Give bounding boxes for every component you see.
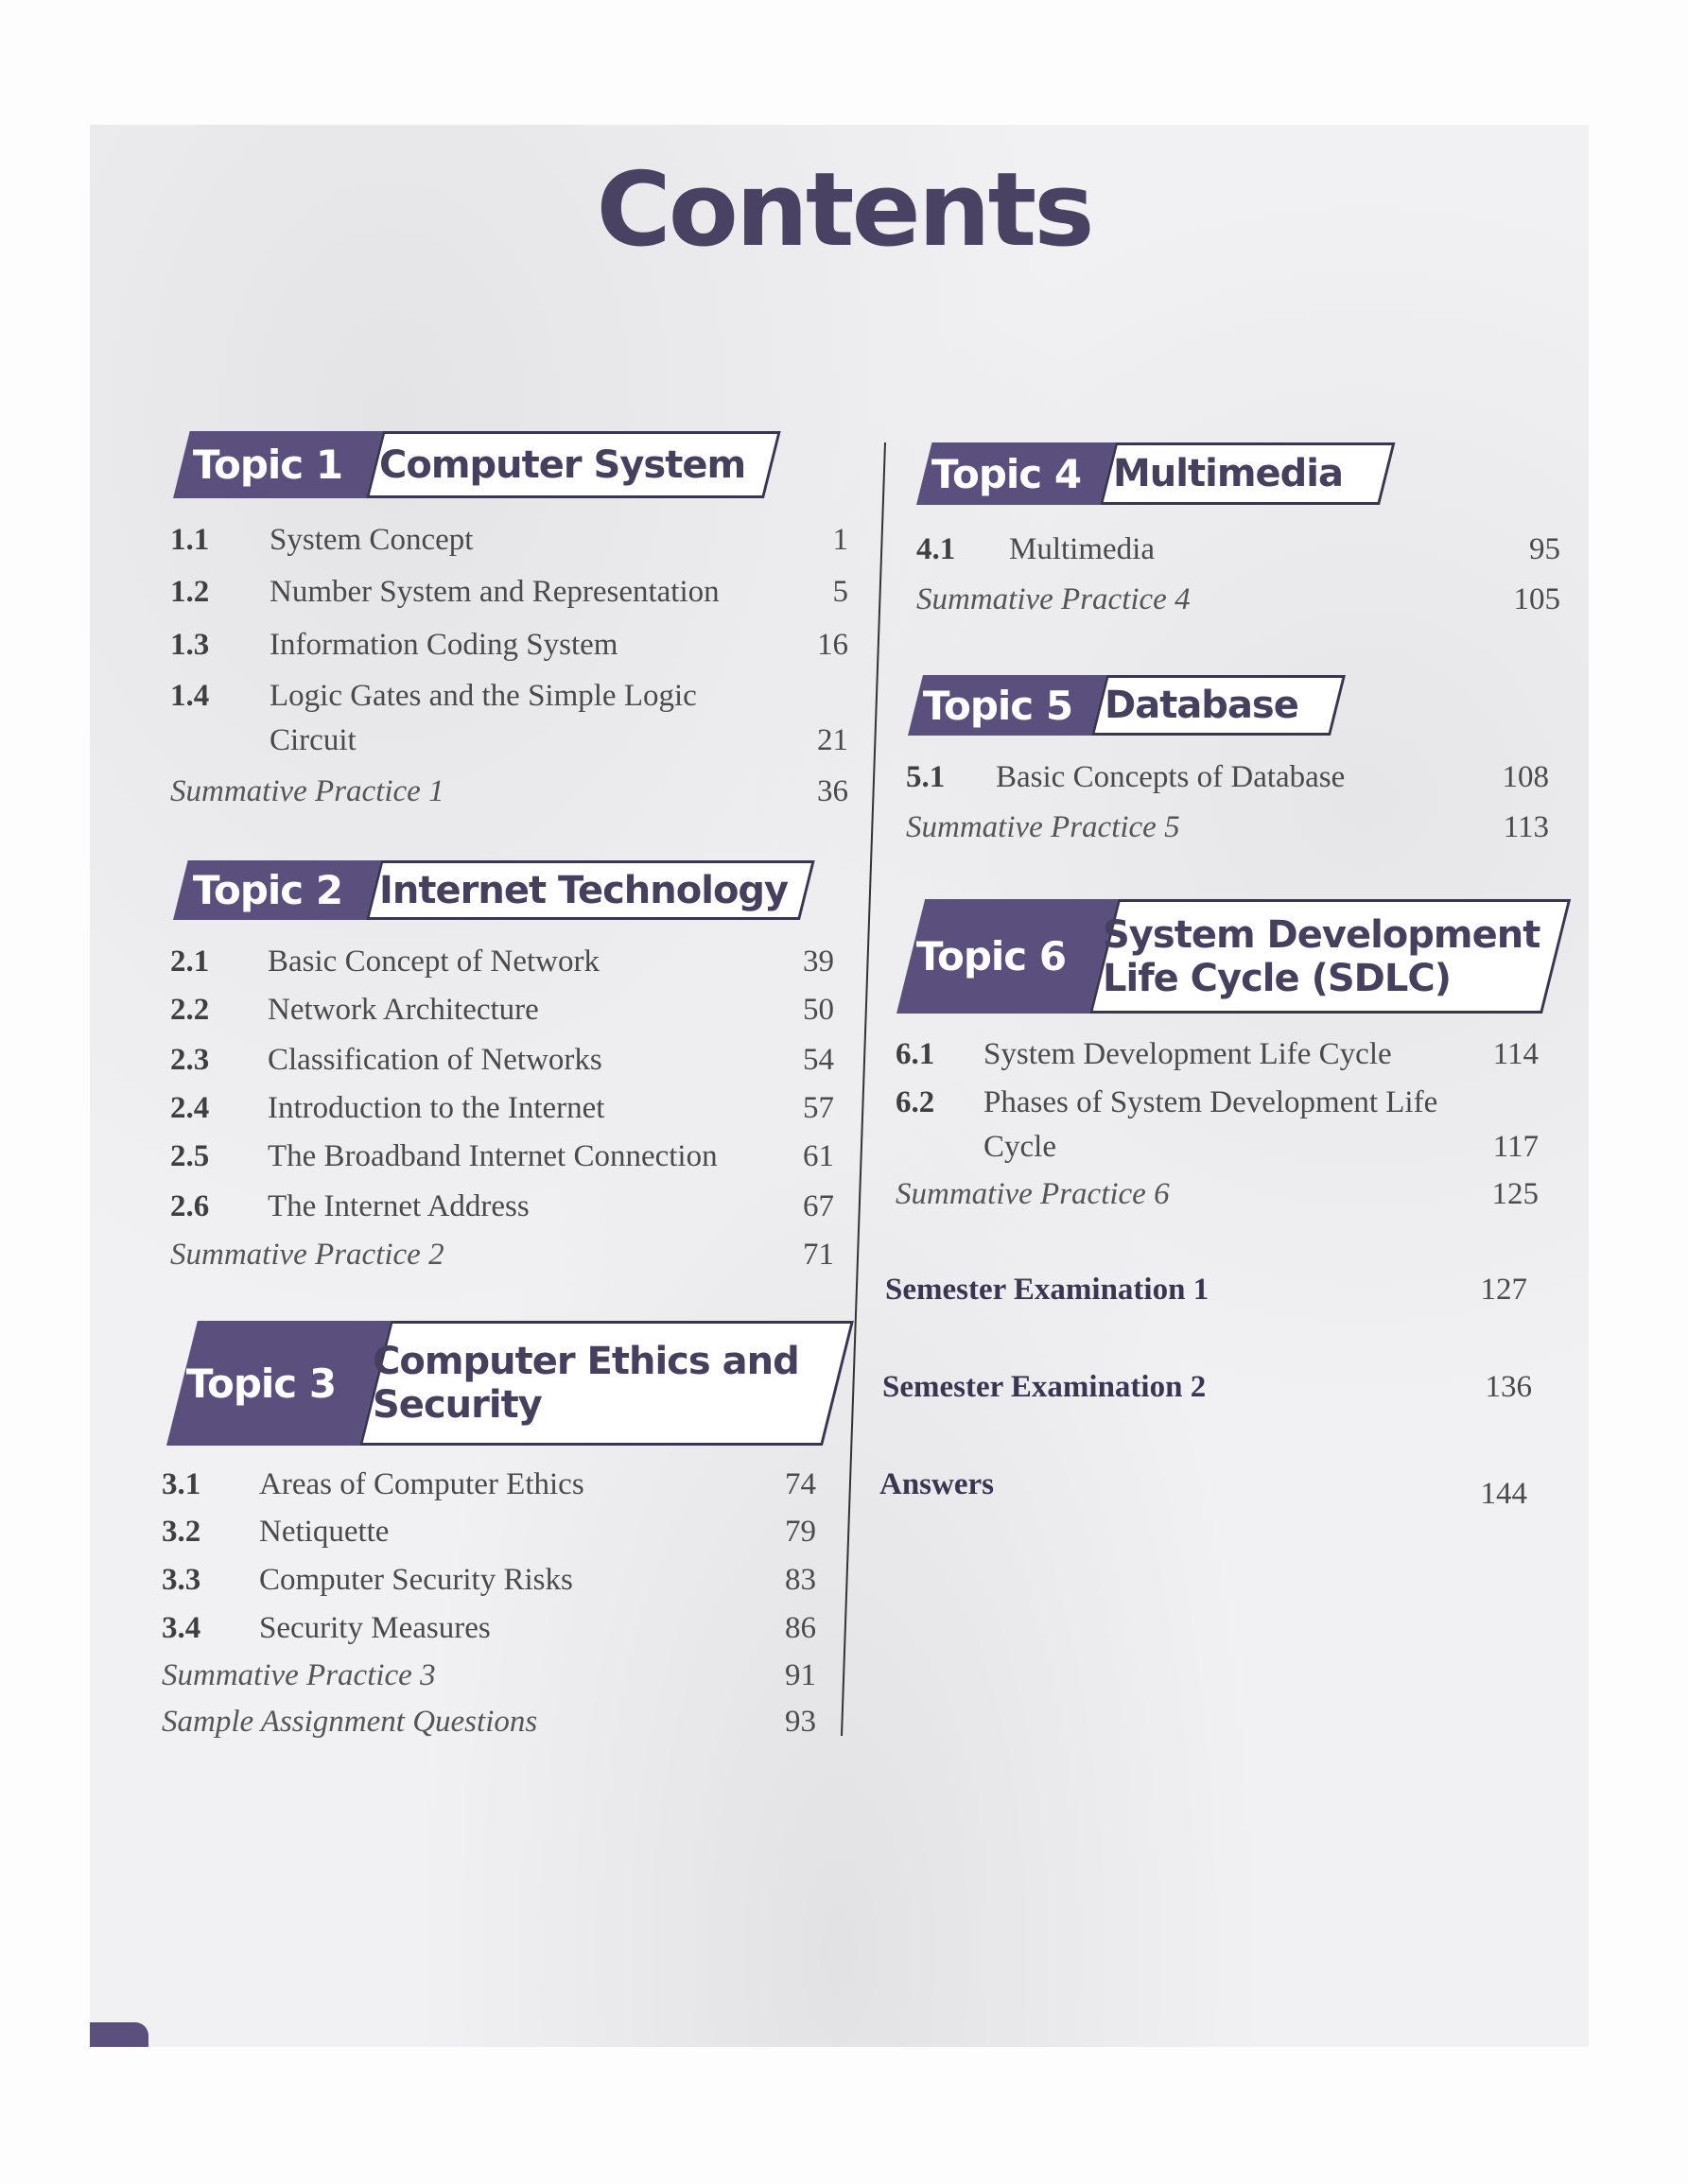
item-number: 3.4 bbox=[162, 1611, 201, 1645]
topic-name-text bbox=[373, 1340, 799, 1427]
topic-label: Topic 6 bbox=[915, 933, 1067, 979]
extra-title: Semester Examination 1 bbox=[885, 1273, 1209, 1307]
item-title: Summative Practice 4 bbox=[916, 582, 1191, 616]
topic-name-text bbox=[1103, 913, 1540, 1000]
topic-label: Topic 5 bbox=[922, 682, 1073, 729]
topic-name-text bbox=[1105, 684, 1298, 727]
item-number: 2.2 bbox=[170, 993, 210, 1027]
item-title: Number System and Representation bbox=[270, 575, 720, 609]
item-title: Summative Practice 5 bbox=[906, 810, 1180, 844]
item-page: 5 bbox=[832, 575, 848, 609]
item-page: 108 bbox=[1502, 760, 1549, 794]
topic-banner bbox=[173, 860, 800, 920]
topic-name-line: Database bbox=[1105, 684, 1298, 727]
item-page: 125 bbox=[1491, 1177, 1539, 1211]
item-page: 61 bbox=[803, 1139, 834, 1173]
item-title: Classification of Networks bbox=[268, 1043, 602, 1077]
item-page: 105 bbox=[1513, 582, 1560, 616]
item-title: Information Coding System bbox=[270, 628, 618, 662]
topic-label: Topic 2 bbox=[192, 867, 343, 913]
item-title-cont: Cycle bbox=[983, 1130, 1056, 1164]
item-title: The Broadband Internet Connection bbox=[268, 1139, 718, 1173]
item-number: 2.5 bbox=[170, 1139, 210, 1173]
item-number: 4.1 bbox=[916, 532, 956, 566]
item-title: Network Architecture bbox=[268, 993, 539, 1027]
item-title: Summative Practice 6 bbox=[896, 1177, 1170, 1211]
item-title: Logic Gates and the Simple Logic bbox=[270, 679, 697, 713]
item-number: 1.2 bbox=[170, 575, 210, 609]
item-title: Phases of System Development Life bbox=[983, 1085, 1438, 1119]
item-page: 71 bbox=[803, 1238, 834, 1272]
item-title: Sample Assignment Questions bbox=[162, 1705, 538, 1739]
topic-name-text bbox=[379, 869, 788, 912]
topic-name bbox=[1091, 675, 1331, 736]
item-number: 3.3 bbox=[162, 1563, 201, 1597]
extra-title: Answers bbox=[879, 1467, 994, 1501]
item-number: 6.2 bbox=[896, 1085, 935, 1119]
topic-name bbox=[359, 1321, 823, 1446]
item-page: 114 bbox=[1492, 1037, 1539, 1071]
item-page: 93 bbox=[785, 1705, 816, 1739]
extra-title: Semester Examination 2 bbox=[882, 1370, 1207, 1404]
item-page: 39 bbox=[803, 945, 834, 979]
extra-page: 144 bbox=[1480, 1477, 1527, 1511]
item-page: 74 bbox=[785, 1467, 816, 1501]
item-title: Introduction to the Internet bbox=[268, 1091, 605, 1125]
item-title: Multimedia bbox=[1009, 532, 1155, 566]
item-title-cont: Circuit bbox=[270, 723, 357, 757]
item-page: 117 bbox=[1492, 1130, 1539, 1164]
item-page: 54 bbox=[803, 1043, 834, 1077]
page-title: Contents bbox=[596, 151, 1092, 269]
topic-banner bbox=[896, 899, 1542, 1014]
item-page: 50 bbox=[803, 993, 834, 1027]
item-page: 83 bbox=[785, 1563, 816, 1597]
item-number: 1.3 bbox=[170, 628, 210, 662]
topic-label: Topic 3 bbox=[185, 1360, 337, 1407]
item-page: 67 bbox=[803, 1189, 834, 1223]
extra-page: 127 bbox=[1480, 1273, 1527, 1307]
topic-name-line: Life Cycle (SDLC) bbox=[1103, 956, 1451, 1000]
item-number: 1.4 bbox=[170, 679, 210, 713]
item-page: 57 bbox=[803, 1091, 834, 1125]
topic-name bbox=[366, 431, 764, 498]
item-number: 2.6 bbox=[170, 1189, 210, 1223]
item-page: 95 bbox=[1529, 532, 1560, 566]
topic-name bbox=[1100, 442, 1380, 505]
topic-label: Topic 1 bbox=[192, 442, 343, 488]
item-title: Security Measures bbox=[259, 1611, 491, 1645]
topic-name-line: Computer Ethics and bbox=[373, 1340, 799, 1383]
item-page: 79 bbox=[785, 1515, 816, 1549]
topic-name-line: Security bbox=[373, 1383, 542, 1427]
item-page: 1 bbox=[832, 523, 848, 557]
topic-name-line: Internet Technology bbox=[379, 868, 789, 912]
topic-name-line: Multimedia bbox=[1113, 452, 1343, 495]
item-title: Summative Practice 3 bbox=[162, 1658, 436, 1692]
item-title: Basic Concepts of Database bbox=[996, 760, 1346, 794]
item-page: 113 bbox=[1503, 810, 1549, 844]
topic-label: Topic 4 bbox=[931, 450, 1082, 497]
item-page: 21 bbox=[817, 723, 848, 757]
topic-banner bbox=[908, 675, 1331, 736]
item-title: Summative Practice 1 bbox=[170, 774, 444, 808]
item-title: The Internet Address bbox=[268, 1189, 530, 1223]
topic-banner bbox=[916, 442, 1380, 505]
item-number: 2.4 bbox=[170, 1091, 210, 1125]
page-corner-tab bbox=[90, 2022, 148, 2047]
topic-banner bbox=[173, 431, 764, 498]
item-page: 91 bbox=[785, 1658, 816, 1692]
extra-page: 136 bbox=[1485, 1370, 1532, 1404]
topic-name-text bbox=[1113, 452, 1343, 495]
item-number: 3.1 bbox=[162, 1467, 201, 1501]
topic-name-text bbox=[379, 443, 745, 487]
item-title: System Development Life Cycle bbox=[983, 1037, 1392, 1071]
item-number: 2.1 bbox=[170, 945, 210, 979]
topic-name bbox=[366, 860, 800, 920]
item-title: Areas of Computer Ethics bbox=[259, 1467, 584, 1501]
topic-banner bbox=[166, 1321, 823, 1446]
topic-name bbox=[1089, 899, 1542, 1014]
topic-name-line: System Development bbox=[1103, 912, 1540, 957]
item-title: System Concept bbox=[270, 523, 474, 557]
item-title: Computer Security Risks bbox=[259, 1563, 573, 1597]
topic-name-line: Computer System bbox=[379, 442, 746, 487]
item-number: 1.1 bbox=[170, 523, 210, 557]
item-page: 16 bbox=[817, 628, 848, 662]
item-page: 86 bbox=[785, 1611, 816, 1645]
item-number: 6.1 bbox=[896, 1037, 935, 1071]
item-page: 36 bbox=[817, 774, 848, 808]
item-number: 5.1 bbox=[906, 760, 946, 794]
item-title: Netiquette bbox=[259, 1515, 390, 1549]
item-number: 2.3 bbox=[170, 1043, 210, 1077]
item-number: 3.2 bbox=[162, 1515, 201, 1549]
item-title: Summative Practice 2 bbox=[170, 1238, 444, 1272]
item-title: Basic Concept of Network bbox=[268, 945, 600, 979]
